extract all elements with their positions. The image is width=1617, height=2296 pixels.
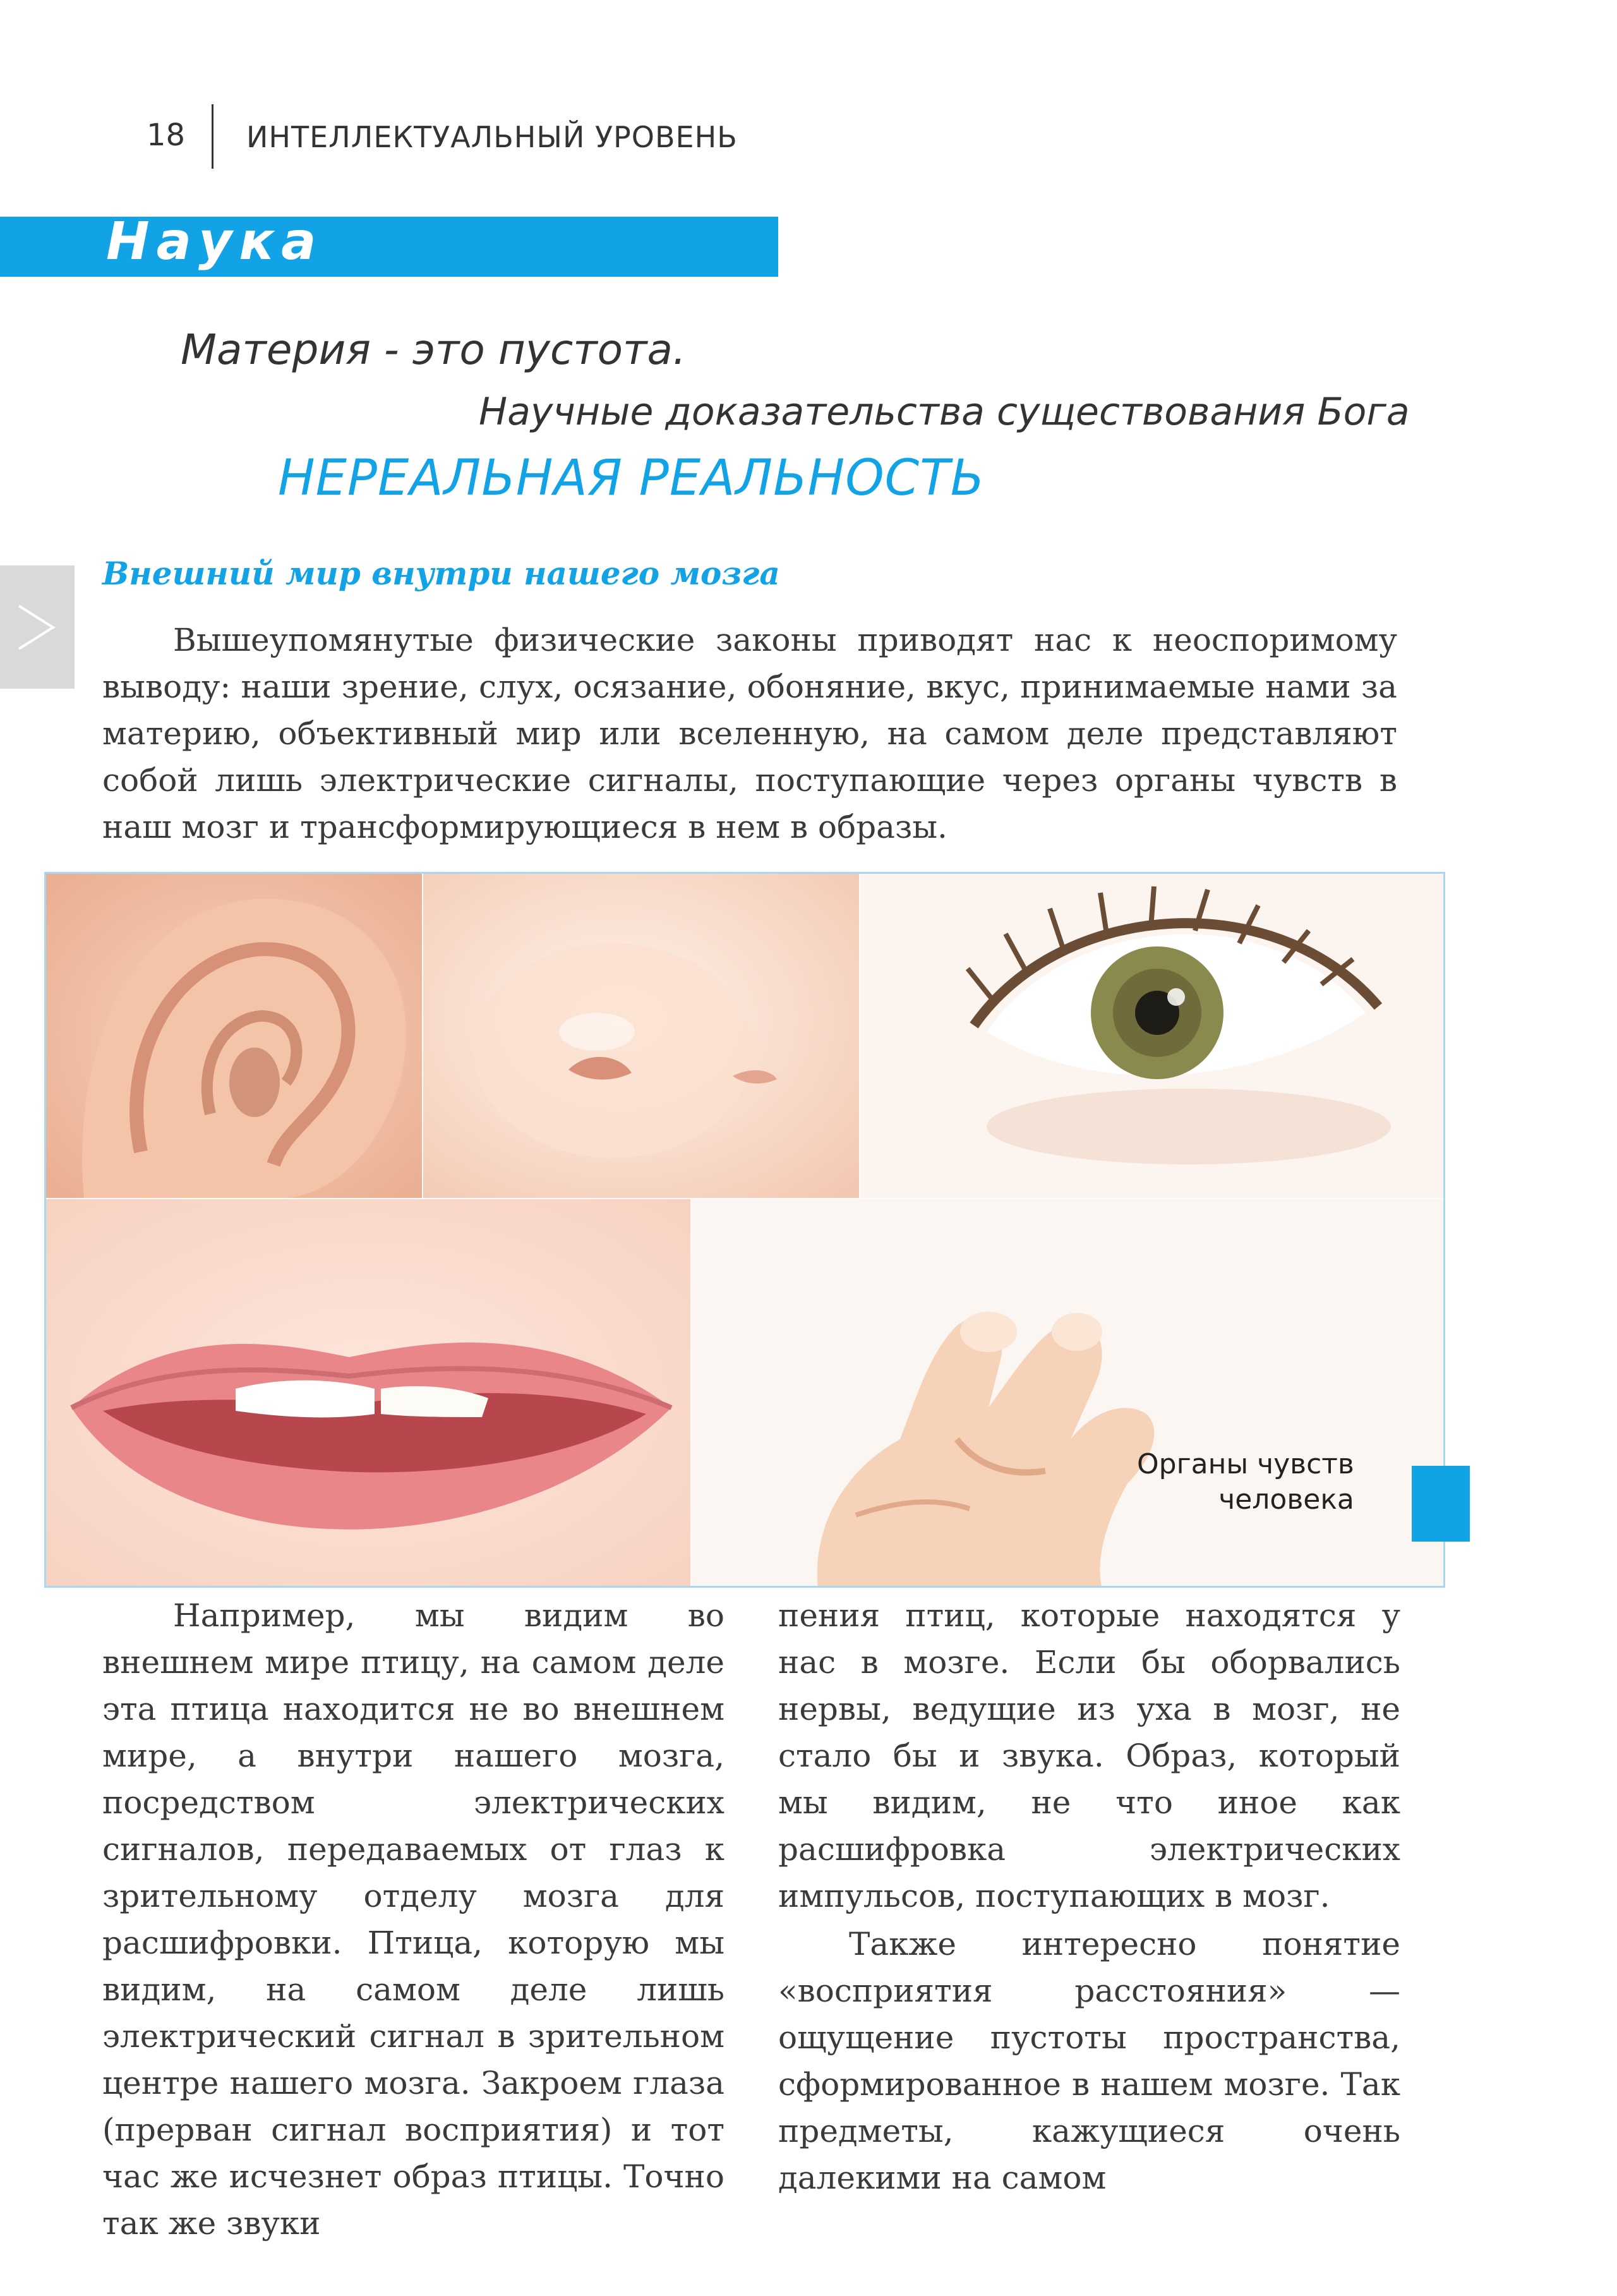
- eye-photo: [860, 874, 1443, 1198]
- header-divider: [212, 104, 213, 169]
- article-accent-title: НЕРЕАЛЬНАЯ РЕАЛЬНОСТЬ: [278, 450, 985, 507]
- section-title: Наука: [106, 212, 323, 272]
- ear-photo: [46, 874, 422, 1198]
- article-title-line-1: Материя - это пустота.: [181, 325, 686, 374]
- caption-marker: [1412, 1466, 1470, 1542]
- caption-line-2: человека: [1218, 1483, 1354, 1516]
- subheading: Внешний мир внутри нашего мозга: [102, 555, 780, 592]
- hand-photo: [692, 1199, 1443, 1588]
- side-tab[interactable]: [0, 565, 75, 689]
- left-column-paragraph: Например, мы видим во внешнем мире птицу, на самом деле эта птица находится не во внешнем мире, а внутри нашего мозга, посредством электрических сигналов, передаваемых от глаз к зрительному отделу мозга для расшифровки. Птица, которую мы видим, на самом деле лишь электрический сигнал в зрительном центре нашего мозга. Закроем глаза (прерван сигнал восприятия) и тот час же исчезнет образ птицы. Точно так же звуки: [102, 1597, 724, 2242]
- page-number: 18: [147, 118, 186, 153]
- running-head: ИНТЕЛЛЕКТУАЛЬНЫЙ УРОВЕНЬ: [246, 120, 738, 154]
- nose-photo: [423, 874, 859, 1198]
- right-column-paragraph-2: Также интересно понятие «восприятия расстояния» — ощущение пустоты пространства, сформированное в нашем мозге. Так предметы, кажущиеся очень далекими на самом: [778, 1926, 1400, 2196]
- caption-line-1: Органы чувств: [1137, 1448, 1354, 1480]
- right-column-paragraph-1: пения птиц, которые находятся у нас в мозге. Если бы оборвались нервы, ведущие из уха в мозг, не стало бы и звука. Образ, который мы видим, не что иное как расшифровка электрических импульсов, поступающих в мозг.: [778, 1597, 1400, 1914]
- mouth-photo: [46, 1199, 690, 1588]
- article-title-line-2: Научные доказательства существования Бога: [479, 390, 1410, 434]
- intro-paragraph: Вышеупомянутые физические законы приводят нас к неоспоримому выводу: наши зрение, слух, осязание, обоняние, вкус, принимаемые нами за материю, объективный мир или вселенную, на самом деле представляют собой лишь электрические сигналы, поступающие через органы чувств в наш мозг и трансформирующиеся в нем в образы.: [102, 622, 1397, 845]
- chevron-right-icon: [14, 602, 58, 653]
- figure-caption: [1137, 1447, 1354, 1518]
